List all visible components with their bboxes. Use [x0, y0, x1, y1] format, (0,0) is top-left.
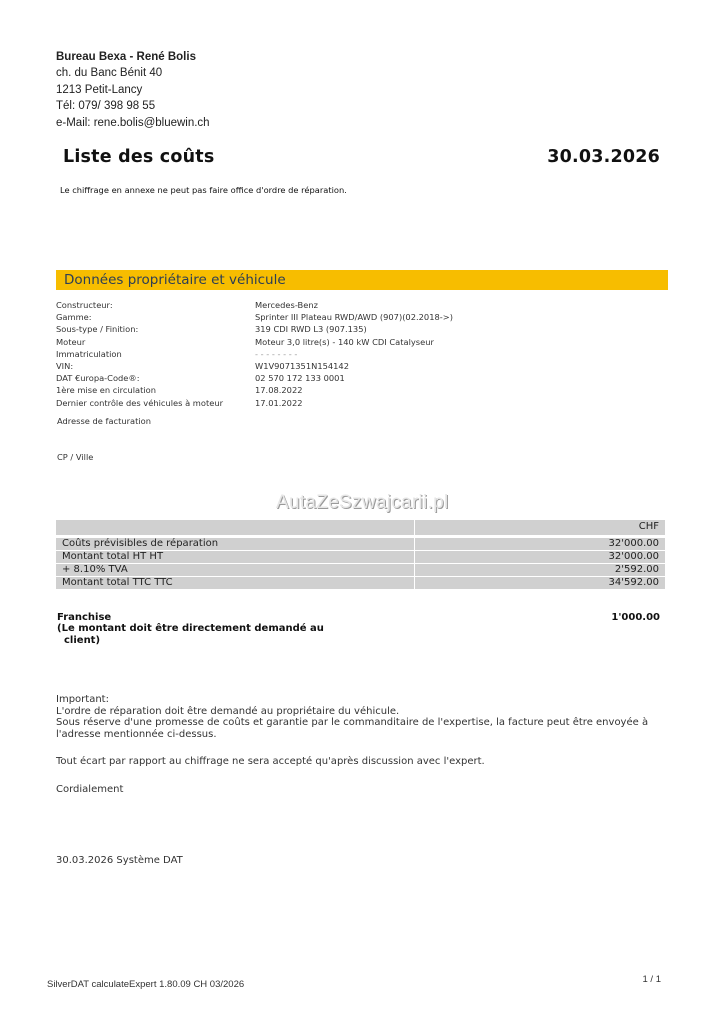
- sender-address-block: [56, 49, 210, 131]
- table-header-row: [56, 520, 665, 536]
- watermark: AutaZeSzwajcarii.pl: [276, 492, 449, 513]
- table-header-empty: [56, 520, 415, 536]
- sender-email: e-Mail: rene.bolis@bluewin.ch: [56, 116, 210, 129]
- vehicle-label: VIN:: [56, 360, 74, 371]
- cost-value: 2'592.00: [415, 563, 666, 576]
- system-date: 30.03.2026 Système DAT: [56, 855, 183, 866]
- cost-value: 32'000.00: [415, 536, 666, 550]
- table-row: [56, 563, 665, 576]
- vehicle-row-vin: [56, 361, 676, 373]
- vehicle-value: Moteur 3,0 litre(s) - 140 kW CDI Catalyseur: [255, 336, 434, 347]
- table-row: [56, 550, 665, 563]
- vehicle-row-last-inspection: [56, 398, 676, 410]
- vehicle-data-list: [56, 300, 676, 410]
- vehicle-value: 17.08.2022: [255, 385, 303, 396]
- important-line: Sous réserve d'une promesse de coûts et garantie par le commanditaire de l'expertise, la facture peut être envoyée à: [56, 717, 649, 729]
- vehicle-row-dat-code: [56, 373, 676, 385]
- cost-label: Montant total HT HT: [56, 550, 415, 563]
- document-date: 30.03.2026: [547, 147, 660, 167]
- section-title: Données propriétaire et véhicule: [64, 272, 286, 288]
- vehicle-value: 17.01.2022: [255, 397, 303, 408]
- vehicle-label: DAT €uropa-Code®:: [56, 373, 140, 384]
- franchise-note-line1: (Le montant doit être directement demandé au: [57, 623, 324, 635]
- vehicle-label: Immatriculation: [56, 348, 122, 359]
- sender-street: ch. du Banc Bénit 40: [56, 67, 163, 80]
- franchise-amount: 1'000.00: [611, 612, 660, 623]
- cost-label: Montant total TTC TTC: [56, 576, 415, 589]
- table-row: [56, 536, 665, 550]
- vehicle-label: Gamme:: [56, 312, 92, 323]
- disclaimer-notice: Le chiffrage en annexe ne peut pas faire office d'ordre de réparation.: [60, 185, 347, 195]
- vehicle-value: Mercedes-Benz: [255, 300, 318, 310]
- vehicle-label: Sous-type / Finition:: [56, 324, 139, 335]
- vehicle-label: 1ère mise en circulation: [56, 385, 157, 396]
- important-notice: [56, 694, 676, 740]
- franchise-label: Franchise: [57, 612, 112, 623]
- currency-header: CHF: [415, 520, 666, 536]
- vehicle-value: 319 CDI RWD L3 (907.135): [255, 324, 367, 335]
- vehicle-value: W1V9071351N154142: [255, 360, 349, 371]
- sender-phone: Tél: 079/ 398 98 55: [56, 100, 156, 113]
- vehicle-row-moteur: [56, 337, 676, 349]
- vehicle-row-first-registration: [56, 385, 676, 397]
- vehicle-label: Moteur: [56, 336, 86, 347]
- important-heading: Important:: [56, 694, 109, 705]
- closing-text: Cordialement: [56, 784, 124, 795]
- cost-value: 34'592.00: [415, 576, 666, 589]
- document-title: Liste des coûts: [63, 147, 215, 167]
- vehicle-row-constructeur: [56, 300, 676, 312]
- vehicle-value: 02 570 172 133 0001: [255, 373, 345, 384]
- vehicle-label: Constructeur:: [56, 300, 113, 310]
- important-line: L'ordre de réparation doit être demandé au propriétaire du véhicule.: [56, 705, 400, 717]
- cost-label: Coûts prévisibles de réparation: [56, 536, 415, 550]
- cost-label: + 8.10% TVA: [56, 563, 415, 576]
- vehicle-label: Dernier contrôle des véhicules à moteur: [56, 397, 223, 408]
- billing-address-label: Adresse de facturation: [57, 416, 151, 426]
- vehicle-value: Sprinter III Plateau RWD/AWD (907)(02.2018->): [255, 312, 453, 323]
- page-number: 1 / 1: [642, 974, 661, 985]
- important-line: l'adresse mentionnée ci-dessus.: [56, 728, 217, 740]
- footer-software-version: SilverDAT calculateExpert 1.80.09 CH 03/2026: [47, 979, 245, 990]
- table-row: [56, 576, 665, 589]
- deviation-notice: Tout écart par rapport au chiffrage ne sera accepté qu'après discussion avec l'expert.: [56, 756, 485, 767]
- vehicle-row-immatriculation: [56, 349, 676, 361]
- vehicle-value: - - - - - - - -: [255, 348, 298, 359]
- franchise-block: [57, 612, 324, 646]
- vehicle-row-gamme: [56, 312, 676, 324]
- cp-ville-label: CP / Ville: [57, 452, 94, 462]
- sender-name: Bureau Bexa - René Bolis: [56, 51, 196, 63]
- franchise-note-line2: client): [64, 634, 101, 646]
- section-header-owner-vehicle: [56, 270, 668, 290]
- cost-summary-table: [56, 520, 665, 590]
- vehicle-row-sous-type: [56, 324, 676, 336]
- cost-value: 32'000.00: [415, 550, 666, 563]
- sender-city: 1213 Petit-Lancy: [56, 83, 143, 96]
